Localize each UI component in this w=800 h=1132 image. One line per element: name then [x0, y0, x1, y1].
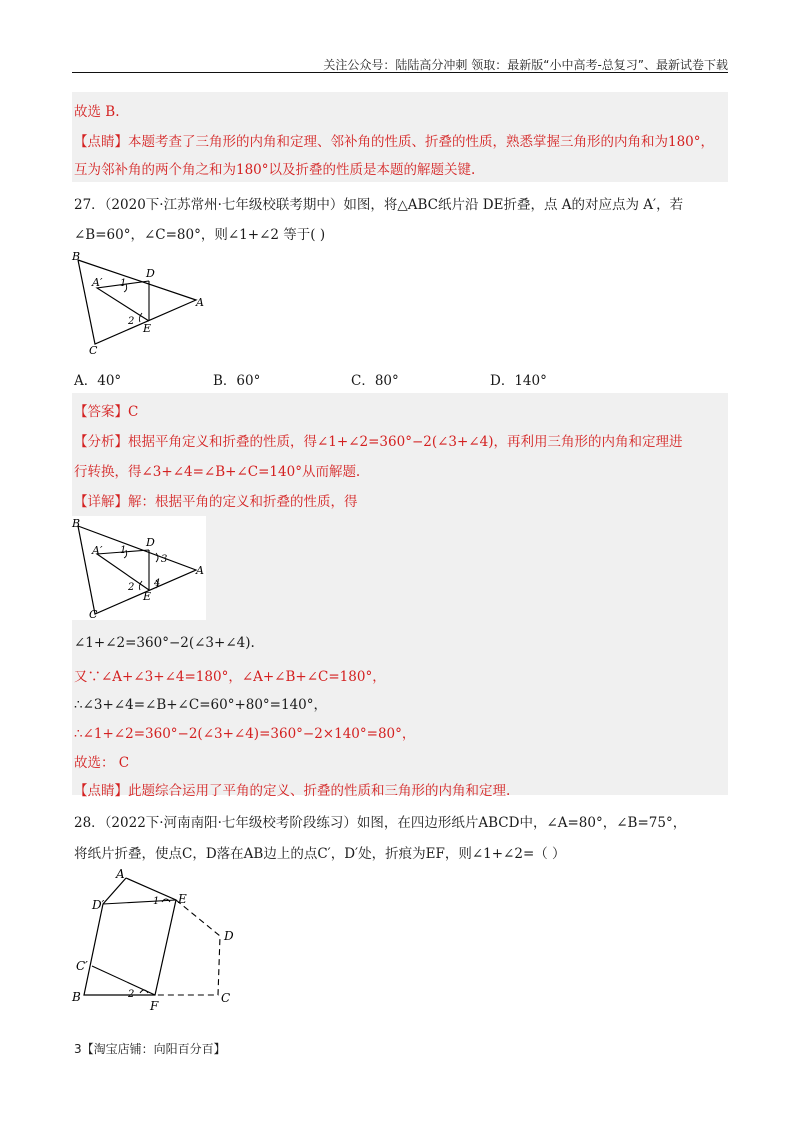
detail-text: 解：根据平角的定义和折叠的性质，得	[128, 494, 358, 510]
label-E: E	[143, 322, 152, 335]
label-4: 4	[154, 578, 161, 589]
label-A-2: A	[196, 564, 204, 577]
label-E-2: E	[143, 590, 152, 603]
q27-stem-line2: ∠B=60°，∠C=80°，则∠1+∠2 等于( )	[74, 227, 326, 243]
original-part-dashed	[155, 900, 220, 995]
label-1: 1	[120, 278, 127, 289]
label-B-q28: B	[72, 990, 81, 1004]
q27-solution-figure	[70, 516, 206, 620]
option-b[interactable]: B．60°	[213, 373, 261, 389]
label-D-q28: D	[224, 929, 234, 943]
label-B-2: B	[72, 517, 81, 530]
q27-answer	[74, 400, 138, 420]
q27-step4: ∴∠1+∠2=360°−2(∠3+∠4)=360°−2×140°=80°，	[74, 726, 416, 742]
q27-step2: 又∵∠A+∠3+∠4=180°，∠A+∠B+∠C=180°，	[74, 669, 386, 685]
q28-quadrilateral-figure	[70, 866, 250, 1016]
q28-stem-line1: 28．（2022下·河南南阳·七年级校考阶段练习）如图，在四边形纸片ABCD中，∠A=80°，∠B=75°，	[74, 815, 687, 831]
q27-choose: 故选： C	[74, 755, 130, 771]
q26-comment-line1	[74, 130, 714, 150]
label-A-prime-2: A′	[92, 544, 103, 557]
label-A-q28: A	[116, 867, 125, 881]
label-2-2: 2	[128, 582, 135, 593]
q27-analysis-line2: 行转换，得∠3+∠4=∠B+∠C=140°从而解题.	[74, 464, 361, 480]
detail-tag: 【详解】	[74, 494, 128, 510]
folded-paper-outline	[84, 878, 176, 995]
angle-3-arc	[156, 553, 158, 562]
label-C-q28: C	[221, 991, 231, 1005]
label-B: B	[72, 250, 81, 263]
folded-flap-2	[97, 550, 149, 590]
page-header: 关注公众号：陆陆高分冲刺 领取：最新版“小中高考-总复习”、最新试卷下载	[323, 58, 728, 72]
page-number: 3	[74, 1042, 82, 1056]
comment-text-2: 此题综合运用了平角的定义、折叠的性质和三角形的内角和定理.	[128, 783, 511, 799]
comment-tag-2: 【点睛】	[74, 783, 128, 799]
analysis-text: 根据平角定义和折叠的性质，得∠1+∠2=360°−2(∠3+∠4)，再利用三角形的内角和定理进	[128, 434, 683, 450]
triangle-abc-2	[78, 526, 196, 614]
label-C-2: C	[89, 608, 98, 620]
triangle-abc	[78, 260, 196, 344]
q28-stem-line2: 将纸片折叠，使点C，D落在AB边上的点C′，D′处，折痕为EF，则∠1+∠2=（ ）	[74, 846, 566, 862]
label-D-prime: D′	[92, 898, 105, 912]
label-C: C	[89, 344, 98, 356]
option-a[interactable]: A．40°	[74, 373, 122, 389]
page-footer	[74, 1040, 226, 1057]
shop-label: 【淘宝店铺：向阳百分百】	[81, 1042, 226, 1056]
label-C-prime: C′	[76, 959, 88, 973]
segment-d-prime-e	[103, 900, 176, 904]
analysis-tag: 【分析】	[74, 434, 128, 450]
answer-tag: 【答案】	[74, 404, 128, 420]
answer-value: C	[128, 404, 139, 420]
option-d[interactable]: D．140°	[490, 373, 547, 389]
comment-text: 本题考查了三角形的内角和定理、邻补角的性质、折叠的性质，熟悉掌握三角形的内角和为180°，	[128, 134, 715, 150]
label-A-prime: A′	[92, 276, 103, 289]
q26-comment-line2: 互为邻补角的两个角之和为180°以及折叠的性质是本题的解题关键.	[74, 162, 476, 178]
label-E-q28: E	[178, 892, 187, 906]
angle-2-arc	[139, 313, 142, 322]
q27-step3: ∴∠3+∠4=∠B+∠C=60°+80°=140°，	[74, 697, 328, 713]
label-D: D	[146, 267, 155, 280]
label-F-q28: F	[150, 999, 159, 1013]
q27-triangle-figure	[70, 246, 210, 356]
q27-detail-line	[74, 490, 358, 510]
label-2: 2	[128, 316, 135, 327]
comment-tag: 【点睛】	[74, 134, 128, 150]
label-2-q28: 2	[128, 989, 135, 1000]
q26-answer-line: 故选 B.	[74, 104, 120, 120]
q27-stem-line1: 27．（2020下·江苏常州·七年级校联考期中）如图，将△ABC纸片沿 DE折叠，点 A的对应点为 A′，若	[74, 197, 684, 213]
label-D-2: D	[146, 536, 155, 549]
header-rule	[72, 72, 728, 73]
option-c[interactable]: C．80°	[351, 373, 399, 389]
label-1-q28: 1	[153, 896, 160, 907]
label-A: A	[196, 296, 204, 309]
label-1-2: 1	[120, 545, 127, 556]
label-3: 3	[161, 554, 168, 565]
q27-comment	[74, 779, 510, 799]
q27-step1: ∠1+∠2=360°−2(∠3+∠4).	[74, 635, 255, 651]
q27-analysis-line1	[74, 430, 683, 450]
